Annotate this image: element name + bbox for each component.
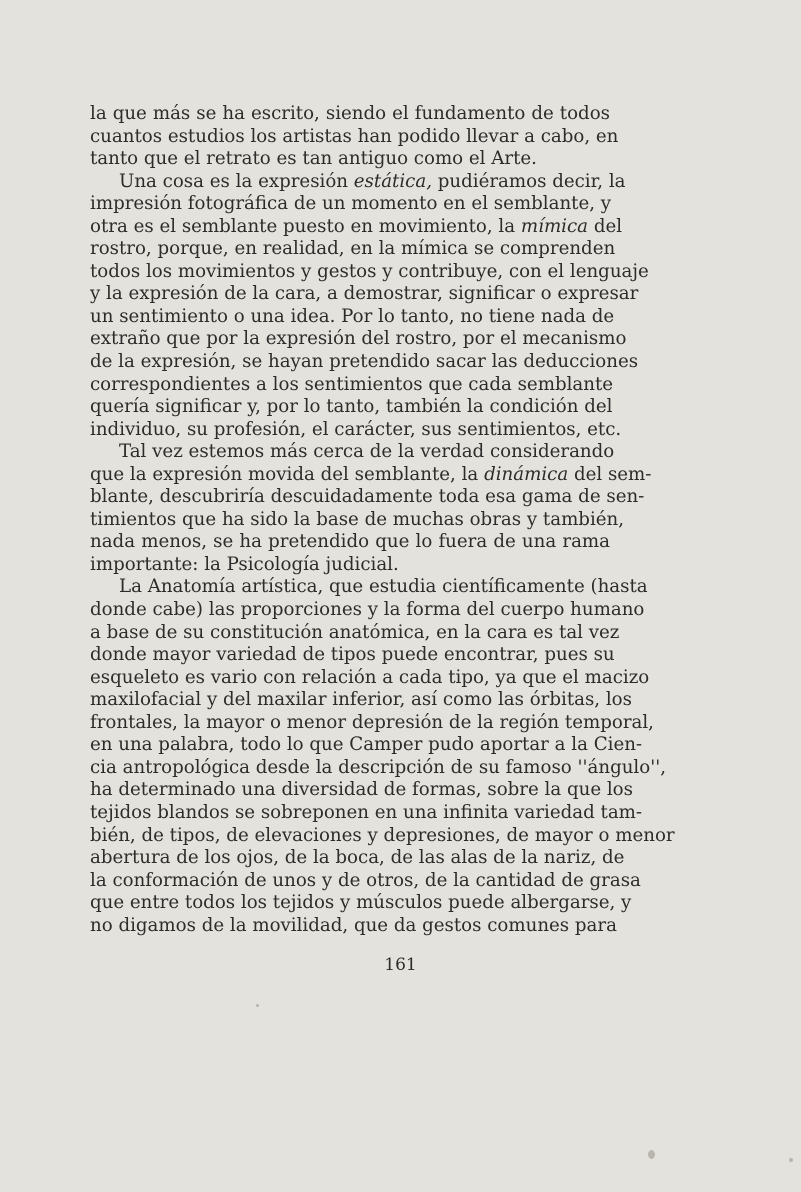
text-line: donde cabe) las proporciones y la forma del cuerpo humano (90, 599, 645, 621)
text-line: nada menos, se ha pretendido que lo fuera de una rama (90, 531, 610, 553)
text-line: ha determinado una diversidad de formas, sobre la que los (90, 779, 633, 801)
text-line: en una palabra, todo lo que Camper pudo aportar a la Cien- (90, 734, 643, 756)
text-line: quería significar y, por lo tanto, también la condición del (90, 396, 613, 418)
text-line: rostro, porque, en realidad, en la mímica se comprenden (90, 238, 616, 260)
text-line: tejidos blandos se sobreponen en una infinita variedad tam- (90, 801, 643, 823)
text-line: abertura de los ojos, de la boca, de las alas de la nariz, de (90, 847, 625, 869)
paper-speck (789, 1158, 793, 1162)
paper-speck (648, 1150, 655, 1159)
text-line: la que más se ha escrito, siendo el fundamento de todos (90, 103, 610, 124)
text-line: a base de su constitución anatómica, en la cara es tal vez (90, 621, 620, 643)
text-line: Tal vez estemos más cerca de la verdad considerando (119, 441, 615, 463)
text-line: cia antropológica desde la descripción de su famoso ''ángulo'', (90, 756, 666, 778)
text-line: esqueleto es vario con relación a cada tipo, ya que el macizo (90, 666, 650, 688)
text-line: de la expresión, se hayan pretendido sacar las deducciones (90, 351, 639, 373)
text-line: otra es el semblante puesto en movimiento, la mímica del (90, 215, 623, 237)
text-line: cuantos estudios los artistas han podido llevar a cabo, en (90, 125, 619, 147)
page-number: 161 (384, 955, 417, 975)
text-line: donde mayor variedad de tipos puede encontrar, pues su (90, 644, 615, 666)
text-line: maxilofacial y del maxilar inferior, así como las órbitas, los (90, 689, 632, 711)
text-line: timientos que ha sido la base de muchas obras y también, (90, 508, 625, 530)
paper-speck (256, 1004, 259, 1007)
text-line: individuo, su profesión, el carácter, sus sentimientos, etc. (90, 418, 622, 440)
text-line: bién, de tipos, de elevaciones y depresiones, de mayor o menor (90, 824, 675, 846)
text-line: todos los movimientos y gestos y contribuye, con el lenguaje (90, 260, 649, 282)
text-line: importante: la Psicología judicial. (90, 553, 399, 575)
text-line: blante, descubriría descuidadamente toda esa gama de sen- (90, 486, 645, 508)
text-line: y la expresión de la cara, a demostrar, significar o expresar (90, 283, 639, 305)
text-line: Una cosa es la expresión estática, pudiéramos decir, la (119, 170, 626, 192)
text-line: que la expresión movida del semblante, la dinámica del sem- (90, 463, 652, 485)
text-line: La Anatomía artística, que estudia científicamente (hasta (119, 576, 648, 598)
text-line: un sentimiento o una idea. Por lo tanto, no tiene nada de (90, 305, 615, 327)
text-line: tanto que el retrato es tan antiguo como el Arte. (90, 148, 537, 170)
text-line: que entre todos los tejidos y músculos puede albergarse, y (90, 892, 632, 914)
text-line: impresión fotográfica de un momento en el semblante, y (90, 193, 612, 215)
text-line: la conformación de unos y de otros, de la cantidad de grasa (90, 869, 641, 891)
text-line: frontales, la mayor o menor depresión de la región temporal, (90, 711, 654, 733)
text-line: extraño que por la expresión del rostro, por el mecanismo (90, 328, 627, 350)
text-line: correspondientes a los sentimientos que cada semblante (90, 373, 614, 395)
text-line: no digamos de la movilidad, que da gestos comunes para (90, 914, 617, 936)
body-text (90, 103, 675, 937)
